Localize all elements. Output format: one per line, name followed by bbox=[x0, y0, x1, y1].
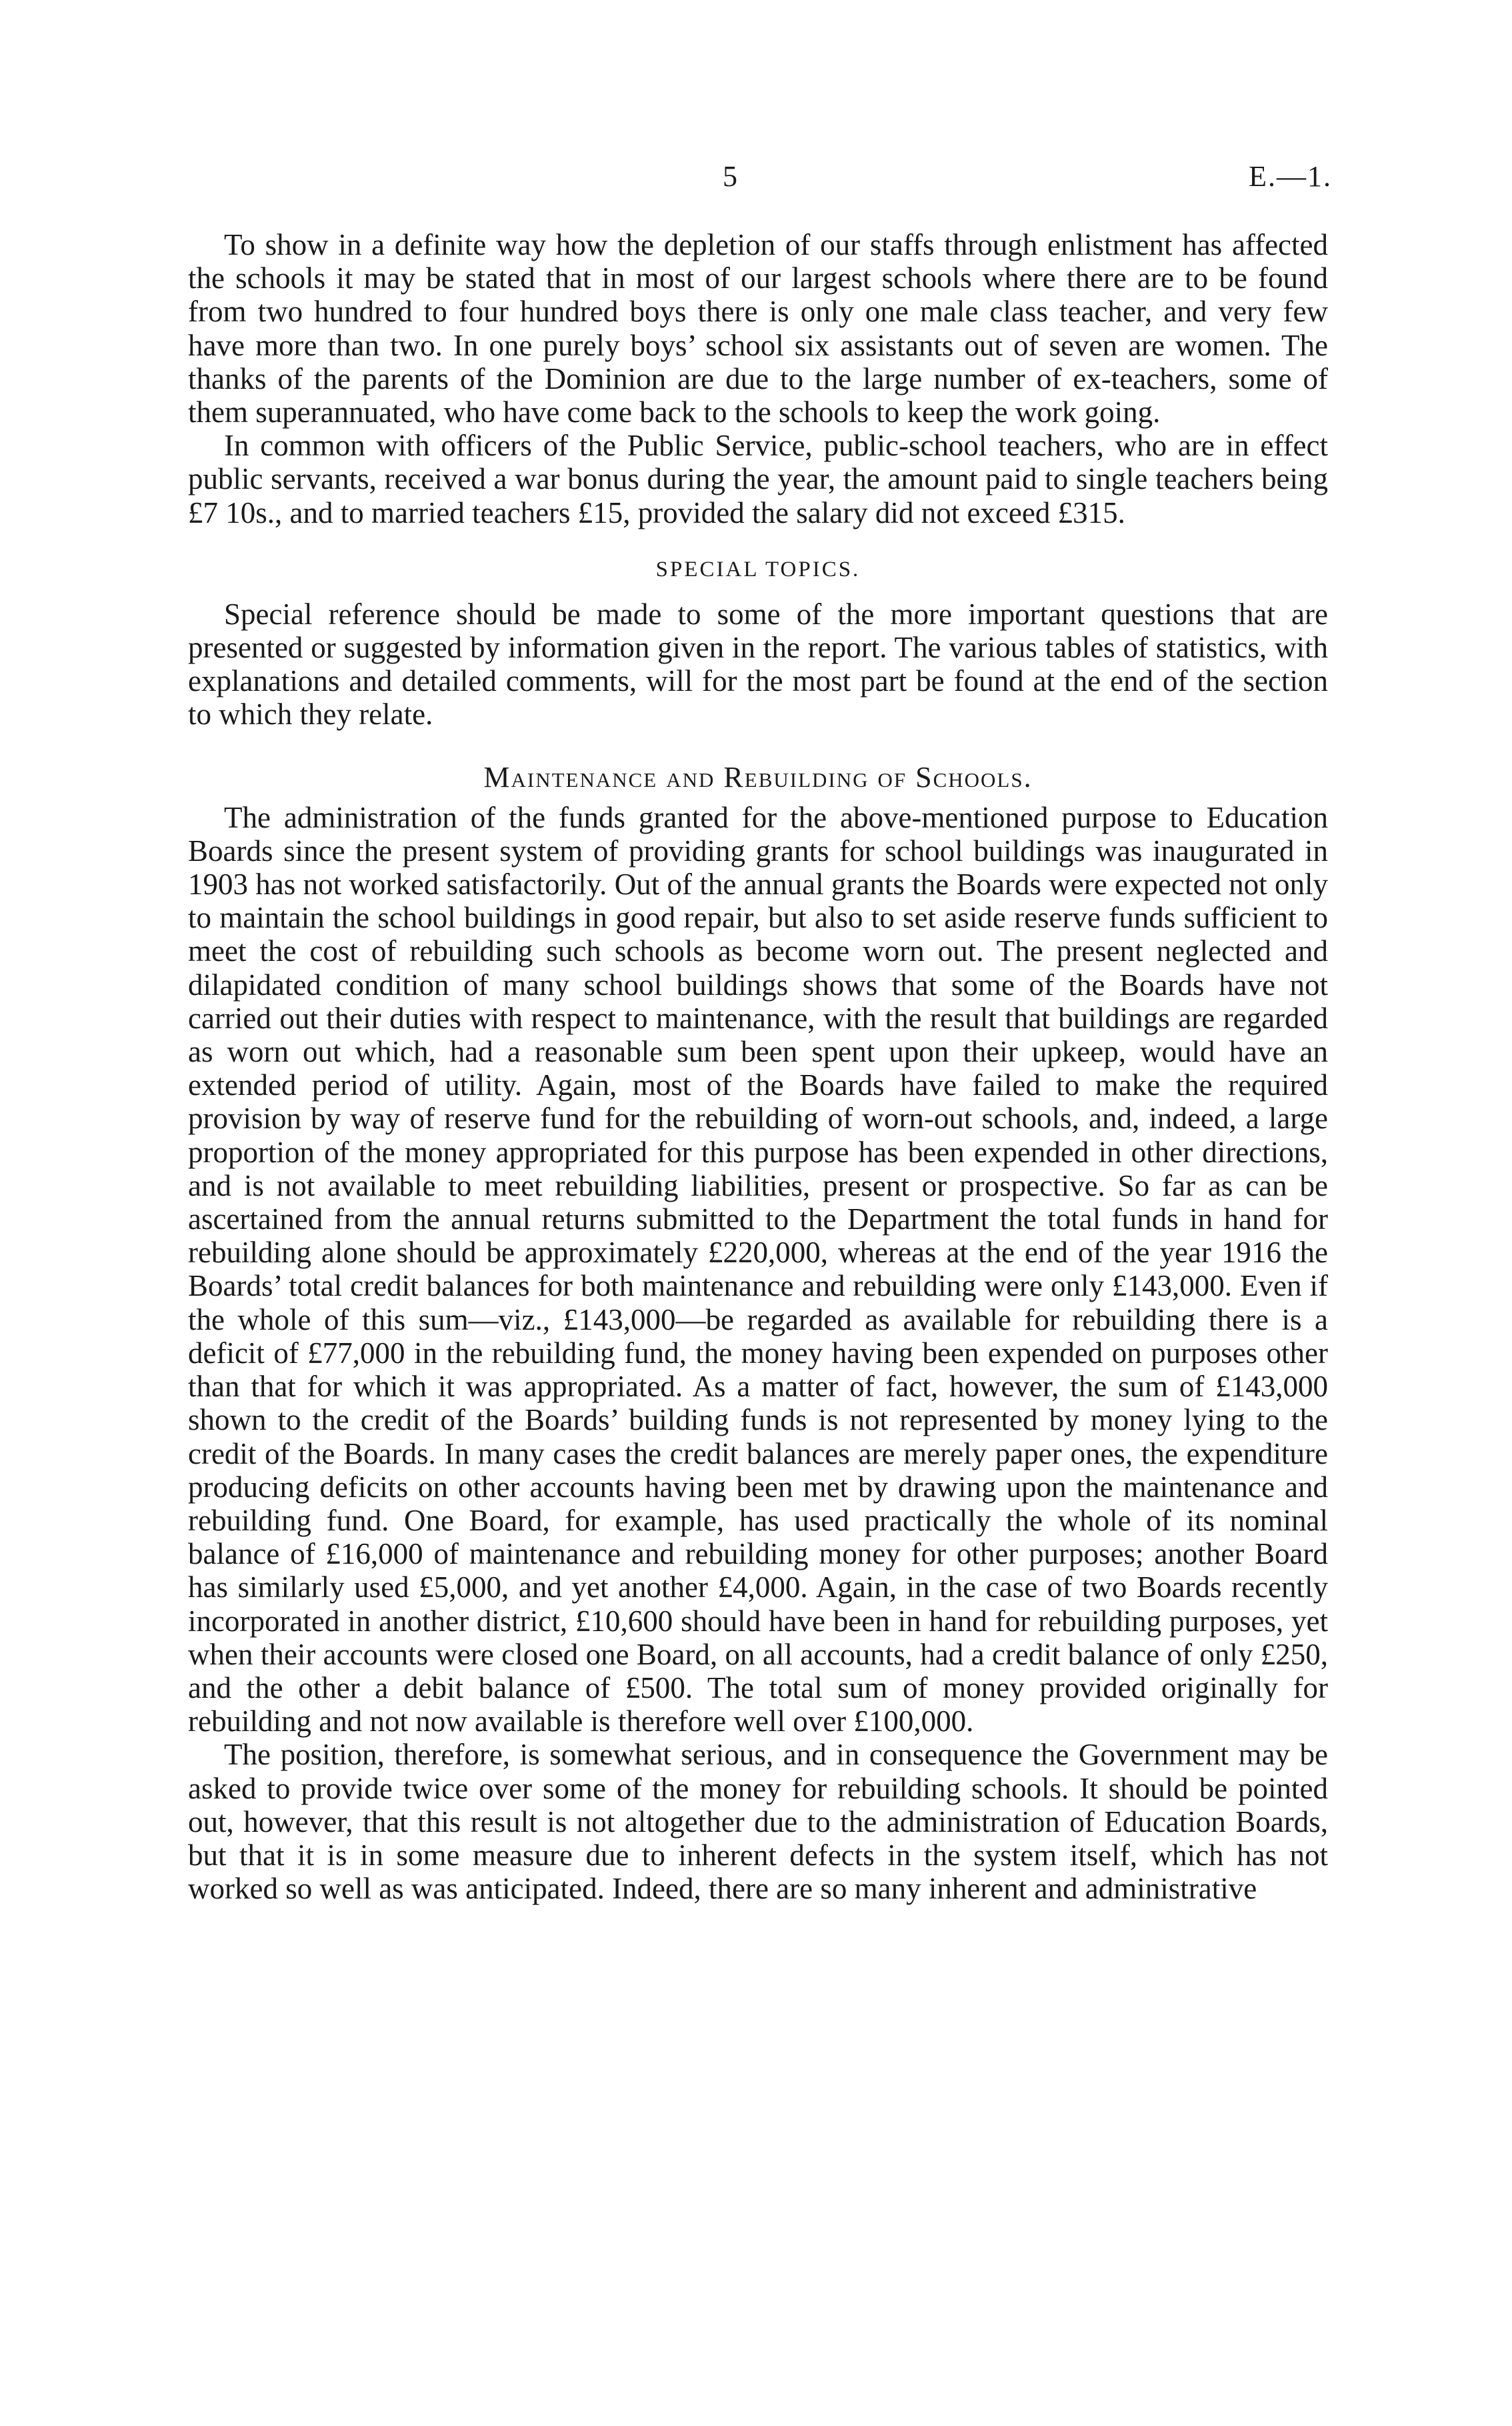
section-heading-special-topics: SPECIAL TOPICS. bbox=[655, 557, 861, 581]
subsection-heading-maintenance: Maintenance and Rebuilding of Schools. bbox=[483, 760, 1033, 794]
paragraph-special-reference: Special reference should be made to some of the more important questions that are presented or suggested by information given in the report. The various tables of statistics, with explanations and detailed comments, will for the most part be found at the end of the section to which they relate. bbox=[188, 597, 1328, 732]
page-number: 5 bbox=[723, 160, 737, 193]
paragraph-position-serious: The position, therefore, is somewhat serious, and in consequence the Government may be asked to provide twice over some of the money for rebuilding schools. It should be pointed out, however, that this result is not altogether due to the administration of Education Boards, but that it is in some measure due to inherent defects in the system itself, which has not worked so well as was anticipated. Indeed, there are so many inherent and administrative bbox=[188, 1738, 1328, 1906]
paragraph-administration-of-funds: The administration of the funds granted for the above-mentioned purpose to Education Boards since the present system of providing grants for school buildings was inaugurated in 1903 has not worked satisfactorily. Out of the annual grants the Boards were expected not only to maintain the school buildings in good repair, but also to set aside reserve funds sufficient to meet the cost of rebuilding such schools as become worn out. The present neglected and dilapidated condition of many school buildings shows that some of the Boards have not carried out their duties with respect to maintenance, with the result that buildings are regarded as worn out which, had a reasonable sum been spent upon their upkeep, would have an extended period of utility. Again, most of the Boards have failed to make the required provision by way of reserve fund for the rebuilding of worn-out schools, and, indeed, a large proportion of the money appropriated for this purpose has been expended in other directions, and is not available to meet rebuilding liabilities, present or prospective. So far as can be ascertained from the annual returns submitted to the Department the total funds in hand for rebuilding alone should be approximately £220,000, whereas at the end of the year 1916 the Boards’ total credit balances for both maintenance and rebuilding were only £143,000. Even if the whole of this sum—viz., £143,000—be regarded as available for rebuilding there is a deficit of £77,000 in the rebuilding fund, the money having been expended on purposes other than that for which it was appropriated. As a matter of fact, however, the sum of £143,000 shown to the credit of the Boards’ building funds is not represented by money lying to the credit of the Boards. In many cases the credit balances are merely paper ones, the expenditure producing deficits on other accounts having been met by drawing upon the maintenance and rebuilding fund. One Board, for example, has used practically the whole of its nominal balance of £16,000 of maintenance and rebuilding money for other purposes; another Board has similarly used £5,000, and yet another £4,000. Again, in the case of two Boards recently incorporated in another district, £10,600 should have been in hand for rebuilding purposes, yet when their accounts were closed one Board, on all accounts, had a credit balance of only £250, and the other a debit balance of £500. The total sum of money provided originally for rebuilding and not now available is therefore well over £100,000. bbox=[188, 800, 1328, 1738]
paragraph-war-bonus: In common with officers of the Public Service, public-school teachers, who are in effect public servants, received a war bonus during the year, the amount paid to single teachers being £7 10s., and to married teachers £15, provided the salary did not exceed £315. bbox=[188, 429, 1328, 529]
page-reference: E.—1. bbox=[1249, 160, 1332, 193]
paragraph-staff-depletion: To show in a definite way how the depletion of our staffs through enlistment has affected the schools it may be stated that in most of our largest schools where there are to be found from two hundred to four hundred boys there is only one male class teacher, and very few have more than two. In one purely boys’ school six assistants out of seven are women. The thanks of the parents of the Dominion are due to the large number of ex-teachers, some of them superannuated, who have come back to the schools to keep the work going. bbox=[188, 228, 1328, 429]
text-column bbox=[188, 228, 1328, 1905]
